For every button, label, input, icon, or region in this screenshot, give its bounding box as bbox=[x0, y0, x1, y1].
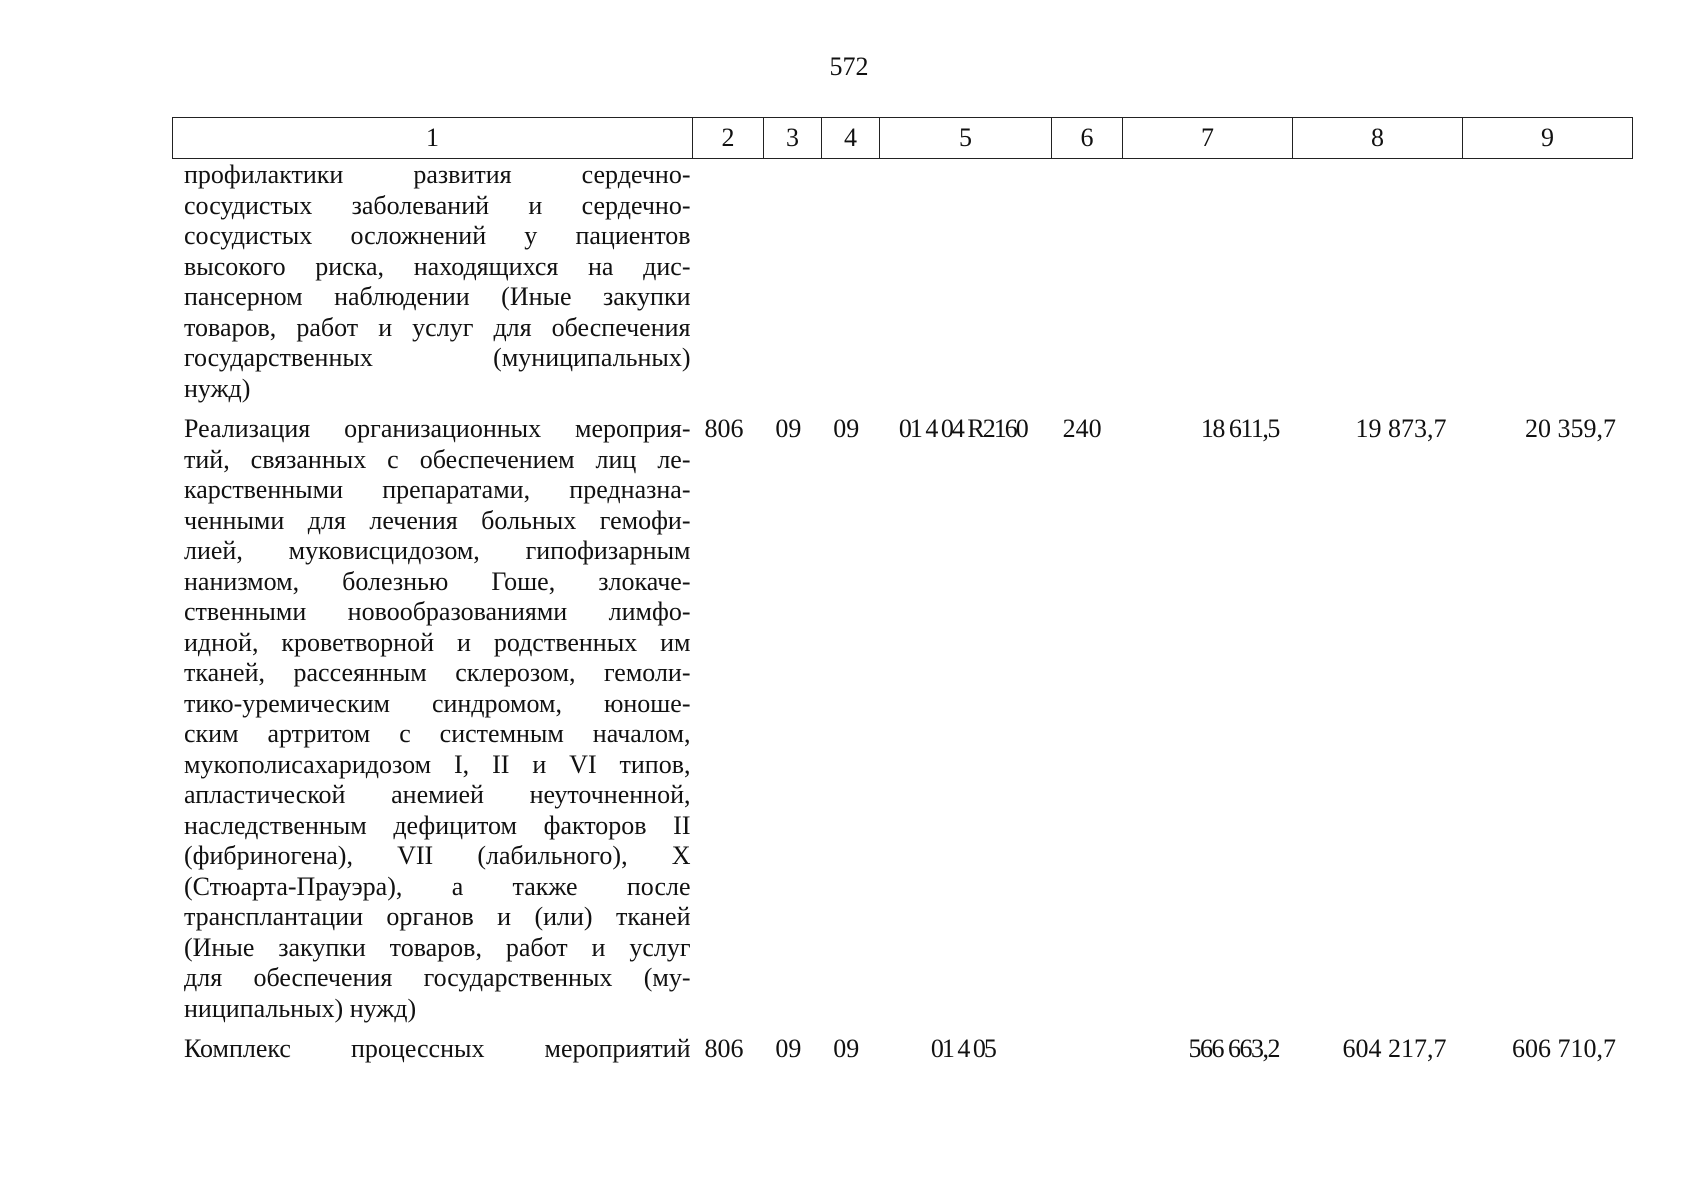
cell-col-9: 606 710,7 bbox=[1512, 1034, 1616, 1063]
cell-col-3: 09 bbox=[775, 1034, 802, 1063]
cell-col-4 bbox=[819, 160, 877, 404]
table-body bbox=[172, 160, 1628, 1065]
desc-line: мукополисахаридозом I, II и VI типов, bbox=[184, 749, 691, 779]
desc-line: Реализация организационных мероприя- bbox=[184, 414, 691, 443]
row-description bbox=[172, 414, 691, 1024]
cell-col-5: 01 4 04 R2160 bbox=[898, 414, 1027, 443]
cell-col-7: 566 663,2 bbox=[1188, 1034, 1279, 1063]
header-col-7: 7 bbox=[1123, 118, 1293, 159]
cell-col-3 bbox=[761, 160, 819, 404]
cell-col-3: 09 bbox=[775, 414, 802, 443]
header-col-5: 5 bbox=[880, 118, 1052, 159]
desc-line: для обеспечения государственных (му- bbox=[184, 963, 691, 992]
cell-col-4: 09 bbox=[833, 414, 860, 443]
desc-line: ским артритом с системным началом, bbox=[184, 719, 691, 748]
row-description bbox=[172, 160, 691, 404]
desc-line: трансплантации органов и (или) тканей bbox=[184, 902, 691, 931]
cell-col-8: 604 217,7 bbox=[1342, 1034, 1447, 1063]
desc-line: карственными препаратами, предназна- bbox=[184, 475, 691, 504]
desc-line: Комплекс процессных мероприятий bbox=[184, 1034, 691, 1063]
cell-col-7: 18 611,5 bbox=[1200, 414, 1279, 443]
cell-col-7 bbox=[1119, 160, 1289, 404]
desc-line: (Стюарта-Прауэра), а также после bbox=[184, 871, 691, 901]
cell-col-2 bbox=[691, 160, 762, 404]
table-header bbox=[172, 117, 1633, 159]
desc-line: нужд) bbox=[184, 373, 251, 403]
cell-col-5 bbox=[877, 160, 1049, 404]
cell-col-8: 19 873,7 bbox=[1355, 414, 1447, 443]
table-row bbox=[172, 160, 1628, 404]
table-row bbox=[172, 414, 1628, 1024]
header-col-8: 8 bbox=[1293, 118, 1463, 159]
desc-line: государственных (муниципальных) bbox=[184, 343, 691, 372]
desc-line: апластической анемией неуточненной, bbox=[184, 780, 691, 809]
desc-line: тий, связанных с обеспечением лиц ле- bbox=[184, 444, 691, 474]
desc-line: сосудистых заболеваний и сердечно- bbox=[184, 190, 691, 220]
header-col-9: 9 bbox=[1463, 118, 1633, 159]
header-col-1: 1 bbox=[173, 118, 693, 159]
desc-line: высокого риска, находящихся на дис- bbox=[184, 251, 691, 281]
table-row bbox=[172, 1034, 1628, 1065]
desc-line: наследственным дефицитом факторов II bbox=[184, 810, 691, 840]
row-description bbox=[172, 1034, 691, 1065]
cell-col-2: 806 bbox=[704, 1034, 744, 1063]
cell-col-6 bbox=[1049, 160, 1120, 404]
desc-line: тканей, рассеянным склерозом, гемоли- bbox=[184, 658, 691, 687]
desc-line: профилактики развития сердечно- bbox=[184, 160, 691, 189]
desc-line: ченными для лечения больных гемофи- bbox=[184, 505, 691, 535]
header-col-2: 2 bbox=[693, 118, 764, 159]
desc-line: лией, муковисцидозом, гипофизарным bbox=[184, 536, 691, 565]
cell-col-2: 806 bbox=[704, 414, 744, 443]
desc-line: товаров, работ и услуг для обеспечения bbox=[184, 312, 691, 342]
desc-line: идной, кроветворной и родственных им bbox=[184, 627, 691, 657]
desc-line: пансерном наблюдении (Иные закупки bbox=[184, 282, 691, 311]
header-col-6: 6 bbox=[1052, 118, 1123, 159]
cell-col-8 bbox=[1289, 160, 1459, 404]
desc-line: тико-уремическим синдромом, юноше- bbox=[184, 688, 691, 718]
header-col-3: 3 bbox=[764, 118, 822, 159]
cell-col-6: 240 bbox=[1062, 414, 1102, 443]
cell-col-6 bbox=[1049, 1034, 1120, 1065]
cell-col-5: 01 4 05 bbox=[930, 1034, 995, 1063]
desc-line: ственными новообразованиями лимфо- bbox=[184, 597, 691, 626]
cell-col-9: 20 359,7 bbox=[1525, 414, 1616, 443]
desc-line: (фибриногена), VII (лабильного), X bbox=[184, 841, 691, 870]
cell-col-9 bbox=[1458, 160, 1628, 404]
desc-line: нанизмом, болезнью Гоше, злокаче- bbox=[184, 566, 691, 596]
desc-line: сосудистых осложнений у пациентов bbox=[184, 221, 691, 250]
header-col-4: 4 bbox=[822, 118, 880, 159]
cell-col-4: 09 bbox=[833, 1034, 860, 1063]
page-number: 572 bbox=[829, 52, 869, 81]
desc-line: ниципальных) нужд) bbox=[184, 993, 417, 1023]
desc-line: (Иные закупки товаров, работ и услуг bbox=[184, 932, 691, 962]
